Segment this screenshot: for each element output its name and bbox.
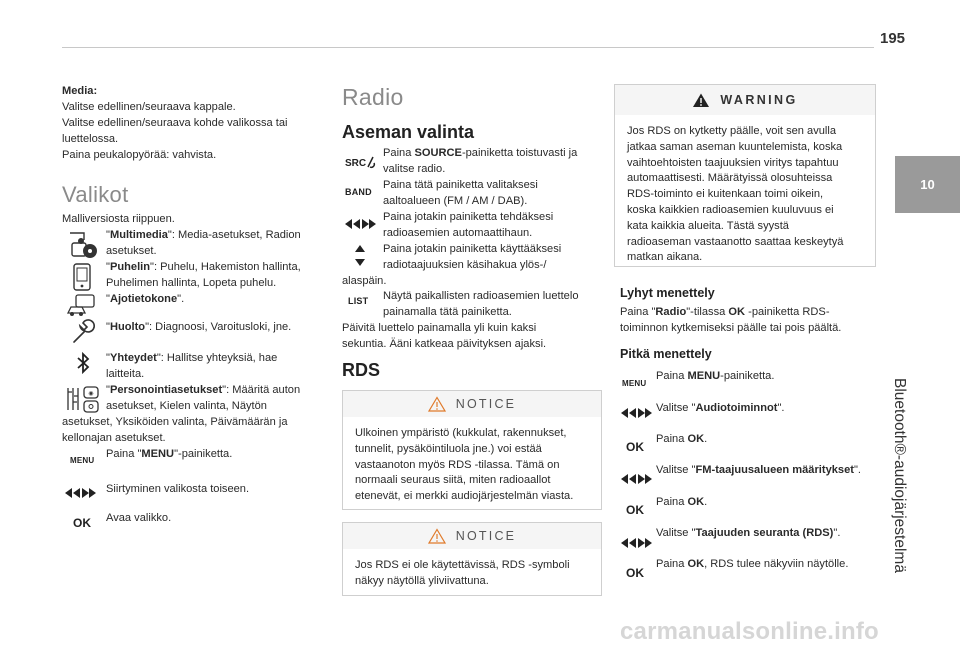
rds-heading: RDS (342, 360, 381, 380)
warning-line-1: Jos RDS on kytketty päälle, voit sen avulla (627, 125, 837, 137)
notice-title-1: NOTICE (455, 397, 517, 411)
menu-item-yhteydet-line2: laitteita. (106, 368, 145, 380)
step-ok-icon: OK (626, 440, 644, 454)
notice-header-2 (343, 523, 601, 549)
list-icon: LIST (348, 296, 369, 306)
header-divider (62, 47, 874, 48)
station-heading: Aseman valinta (342, 122, 475, 142)
media-line-4: Paina peukalopyörää: vahvista. (62, 149, 217, 161)
update-line-1: Päivitä luettelo painamalla yli kuin kaksi (342, 322, 537, 334)
notice1-line-3: vastaanoton myös RDS -tilassa. Tämä on (355, 458, 560, 471)
band-icon: BAND (345, 187, 372, 197)
menu-item-ajotietokone: "Ajotietokone". (106, 293, 185, 305)
notice-title-2: NOTICE (455, 529, 517, 543)
warning-title: WARNING (720, 93, 798, 107)
caution-icon (428, 396, 446, 412)
short-procedure-heading: Lyhyt menettely (620, 286, 715, 300)
up-down-arrows-icon (353, 243, 367, 269)
menu-item-puhelin: "Puhelin": Puhelu, Hakemiston hallinta, (106, 261, 301, 273)
step-1-text: Paina MENU-painiketta. (656, 370, 775, 382)
list-text: Näytä paikallisten radioasemien luettelo (383, 290, 579, 302)
notice2-line-2: näkyy näytöllä yliviivattuna. (355, 574, 489, 587)
step-5-text: Paina OK. (656, 496, 708, 508)
personointi-line-4: kellonajan asetukset. (62, 432, 166, 444)
menu-item-multimedia: "Multimedia": Media-asetukset, Radion (106, 229, 301, 241)
update-line-2: sekuntia. Ääni katkeaa päivityksen ajaksi. (342, 338, 547, 350)
notice1-line-1: Ulkoinen ympäristö (kukkulat, rakennukset, (355, 427, 567, 439)
warning-line-7: kata kaikkia alueita. Tästä syystä (627, 219, 789, 232)
step-menu-icon: MENU (622, 379, 647, 388)
short-procedure-line1: Paina "Radio"-tilassa OK -painiketta RDS- (620, 306, 830, 318)
step-2-text: Valitse "Audiotoiminnot". (656, 402, 785, 414)
warning-box (614, 84, 876, 267)
svg-text:◉: ◉ (88, 391, 94, 397)
step-arrows-icon (619, 406, 655, 420)
seek-arrows-icon (343, 217, 379, 231)
menu-item-yhteydet: "Yhteydet": Hallitse yhteyksiä, hae (106, 352, 278, 364)
updown-text-line3: alaspäin. (342, 275, 387, 287)
step-4-text: Valitse "FM-taajuusalueen määritykset". (656, 464, 861, 476)
warning-line-3: vaihtoehtoisten taajuuksien viritys tapahtuu (627, 156, 839, 169)
warning-line-5: RDS-toiminto ei kuitenkaan toimi oikein, (627, 188, 824, 201)
car-icon (64, 293, 100, 319)
caution-icon (428, 528, 446, 544)
arrows-text: Siirtyminen valikosta toiseen. (106, 483, 250, 495)
warning-line-2: jatkaa saman aseman kuuntelemista, koska (627, 140, 843, 153)
multimedia-icon (64, 229, 100, 261)
warning-line-9: matkan aikana. (627, 251, 703, 264)
notice1-line-2: tunnelit, pysäköintiluola jne.) voi estää (355, 442, 542, 455)
long-procedure-heading: Pitkä menettely (620, 347, 712, 361)
svg-text:SRC: SRC (345, 158, 367, 169)
page-number: 195 (880, 30, 906, 47)
media-line-3: luettelossa. (62, 133, 119, 145)
notice-header-1 (343, 391, 601, 417)
source-text: Paina SOURCE-painiketta toistuvasti ja (383, 147, 578, 159)
short-procedure-line2: toiminnon kytkemiseksi päälle tai pois päältä. (620, 322, 842, 334)
personointi-line-3: asetukset, Yksiköiden valinta, Päivämäärän ja (62, 416, 288, 428)
media-title: Media: (62, 85, 98, 97)
settings-icon (64, 384, 102, 414)
bluetooth-icon (74, 351, 92, 375)
notice1-line-4: normaali seuraus siitä, miten radioaallot (355, 474, 551, 487)
step-6-text: Valitse "Taajuuden seuranta (RDS)". (656, 527, 841, 539)
step-ok-icon: OK (626, 566, 644, 580)
menu-button-icon: MENU (70, 456, 95, 465)
band-text-line2: aaltoalueen (FM / AM / DAB). (383, 195, 528, 207)
valikot-heading: Valikot (62, 182, 129, 207)
wrench-icon (68, 318, 96, 346)
warning-line-4: automaattisesti. Määrätyissä olosuhteissa (627, 172, 833, 185)
menu-item-puhelin-line2: Puhelimen hallinta, Lopeta puhelu. (106, 277, 277, 289)
step-ok-icon: OK (626, 503, 644, 517)
seek-text-line2: radioasemien automaattihaun. (383, 227, 533, 239)
chapter-tab[interactable]: 10 (895, 156, 960, 213)
media-line-2: Valitse edellinen/seuraava kohde valikossa tai (62, 117, 288, 129)
updown-text: Paina jotakin painiketta käyttääksesi (383, 243, 562, 255)
step-arrows-icon (619, 472, 655, 486)
radio-heading: Radio (342, 84, 404, 110)
notice2-line-1: Jos RDS ei ole käytettävissä, RDS -symboli (355, 559, 570, 571)
updown-text-line2: radiotaajuuksien käsihakua ylös-/ (383, 259, 547, 271)
left-right-arrows-icon (63, 486, 99, 500)
warning-header (615, 85, 875, 115)
seek-text: Paina jotakin painiketta tehdäksesi (383, 211, 554, 223)
ok-button-text: Avaa valikko. (106, 512, 172, 524)
phone-icon (67, 262, 97, 292)
step-3-text: Paina OK. (656, 433, 708, 445)
step-arrows-icon (619, 536, 655, 550)
menu-item-huolto: "Huolto": Diagnoosi, Varoitusloki, jne. (106, 321, 292, 333)
watermark: carmanualsonline.info (620, 618, 879, 645)
warning-icon (692, 92, 710, 108)
warning-line-8: radioaseman vastaanotto saattaa keskeytyä (627, 235, 844, 248)
menu-button-text: Paina "MENU"-painiketta. (106, 448, 233, 460)
chapter-title: Bluetooth®-audiojärjestelmä (891, 378, 908, 573)
list-text-line2: painamalla tätä painiketta. (383, 306, 512, 318)
notice1-line-5: etenevät, ei merkki audiojärjestelmän viasta. (355, 490, 574, 503)
source-icon (344, 154, 378, 170)
source-text-line2: valitse radio. (383, 163, 446, 175)
notice-box-1 (342, 390, 602, 510)
band-text: Paina tätä painiketta valitaksesi (383, 179, 538, 191)
menu-item-multimedia-line2: asetukset. (106, 245, 157, 257)
ok-button-icon: OK (73, 516, 91, 530)
valikot-intro: Malliversiosta riippuen. (62, 213, 175, 225)
menu-item-personointi: "Personointiasetukset": Määritä auton (106, 384, 301, 396)
step-7-text: Paina OK, RDS tulee näkyviin näytölle. (656, 558, 849, 570)
personointi-line-2: asetukset, Kielen valinta, Näytön (106, 400, 267, 412)
notice-box-2 (342, 522, 602, 596)
media-line-1: Valitse edellinen/seuraava kappale. (62, 101, 236, 113)
warning-line-6: koska kaikkien radioasemien kuuluvuus ei (627, 203, 834, 216)
